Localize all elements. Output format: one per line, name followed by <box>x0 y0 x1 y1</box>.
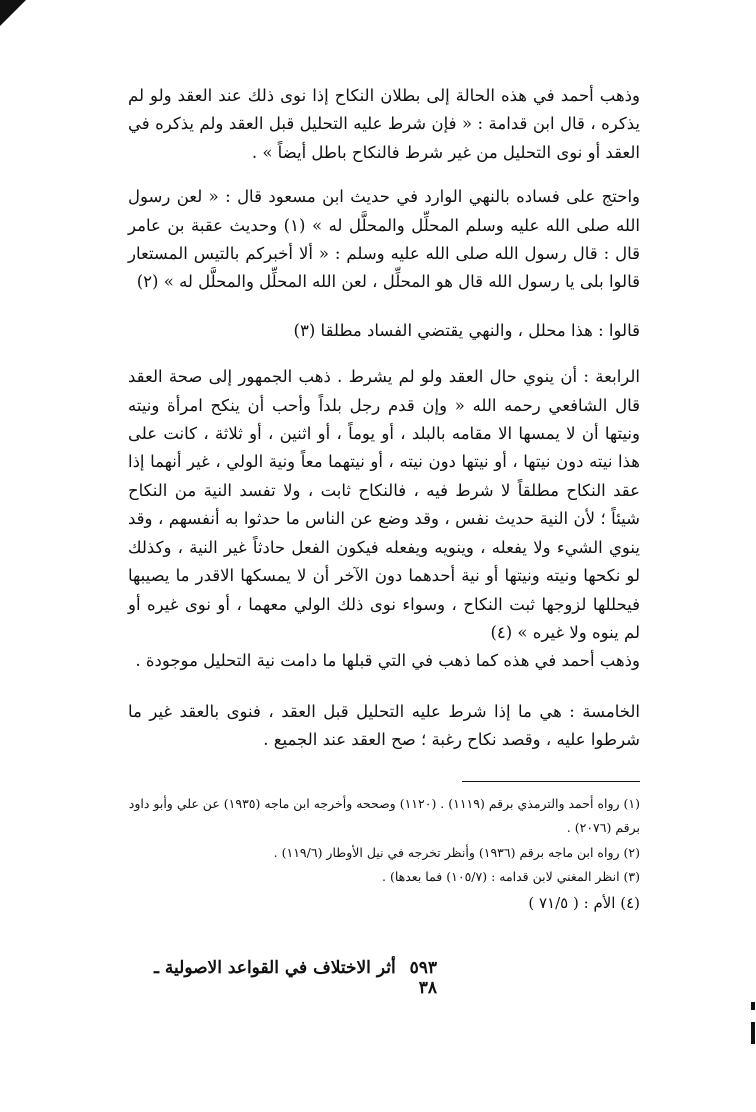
paragraph-2: واحتج على فساده بالنهي الوارد في حديث ابن مسعود قال : « لعن رسول الله صلى الله عليه وسلم المحلِّل والمحلَّل له » (١) وحديث عقبة بن عامر قال : قال رسول الله صلى الله عليه وسلم : « ألا أخبركم بالتيس المستعار قالوا بلى يا رسول الله قال هو المحلِّل ، لعن الله المحلِّل والمحلَّل له » (٢) <box>128 187 640 292</box>
footnote-4: (٤) الأم : ( ٧١/٥ ) <box>528 893 640 912</box>
footnote-3: (٣) انظر المغني لابن قدامه : (١٠٥/٧) فما بعدها) . <box>382 869 640 885</box>
page-number: ٥٩٣ <box>409 958 437 978</box>
running-title: أثر الاختلاف في القواعد الاصولية ـ ٣٨ <box>154 958 437 998</box>
paragraph-4: الرابعة : أن ينوي حال العقد ولو لم يشرط . ذهب الجمهور إلى صحة العقد قال الشافعي رحمه الله « وإن قدم رجل بلداً وأحب أن ينكح امرأة ونيته ونيتها أن لا يمسها الا مقامه بالبلد ، أو يوماً ، أو اثنين ، أو ثلاثة ، كانت على هذا نيته دون نيتها ، أو نيتها دون نيته ، أو نيتهما معاً ونية الولي ، غير أنهما إذا عقد النكاح مطلقاً لا شرط فيه ، فالنكاح ثابت ، ولا تفسد النية من النكاح شيئاً ؛ لأن النية حديث نفس ، وقد وضع عن الناس ما حدثوا به أنفسهم ، وقد ينوي الشيء ولا يفعله ، وينويه ويفعله فيكون الفعل حادثاً غير النية ، وكذلك لو نكحها ونيته ونيتها أو نية أحدهما دون الآخر أن لا يمسكها الاقدر ما يصيبها فيحللها لزوجها ثبت النكاح ، وسواء نوى ذلك الولي معهما ، أو نوى غيره أو لم ينوه ولا غيره » (٤) <box>128 367 640 642</box>
page-footer <box>137 958 437 998</box>
scan-margin-mark <box>751 1022 755 1044</box>
scan-margin-mark <box>751 1002 755 1010</box>
footnote-1: (١) رواه أحمد والترمذي برقم (١١١٩) . (١١٢٠) وصححه وأخرجه ابن ماجه (١٩٣٥) عن علي وأبو داود برقم (٢٠٧٦) . <box>128 795 640 836</box>
footnote-separator <box>462 781 640 782</box>
paragraph-1: وذهب أحمد في هذه الحالة إلى بطلان النكاح إذا نوى ذلك عند العقد ولو لم يذكره ، قال ابن قدامة : « فإن شرط عليه التحليل قبل العقد ولم يذكره في العقد أو نوى التحليل من غير شرط فالنكاح باطل أيضاً » . <box>128 86 640 162</box>
footnote-2: (٢) رواه ابن ماجه برقم (١٩٣٦) وأنظر تخرجه في نيل الأوطار (١١٩/٦) . <box>273 844 640 860</box>
paragraph-3: قالوا : هذا محلل ، والنهي يقتضي الفساد مطلقا (٣) <box>293 320 640 340</box>
page-content <box>128 82 640 916</box>
paragraph-6: الخامسة : هي ما إذا شرط عليه التحليل قبل العقد ، فنوى بالعقد غير ما شرطوا عليه ، وقصد نكاح رغبة ؛ صح العقد عند الجميع . <box>128 701 640 750</box>
paragraph-5: وذهب أحمد في هذه كما ذهب في التي قبلها ما دامت نية التحليل موجودة . <box>135 651 640 671</box>
page-corner-mark <box>0 0 26 26</box>
